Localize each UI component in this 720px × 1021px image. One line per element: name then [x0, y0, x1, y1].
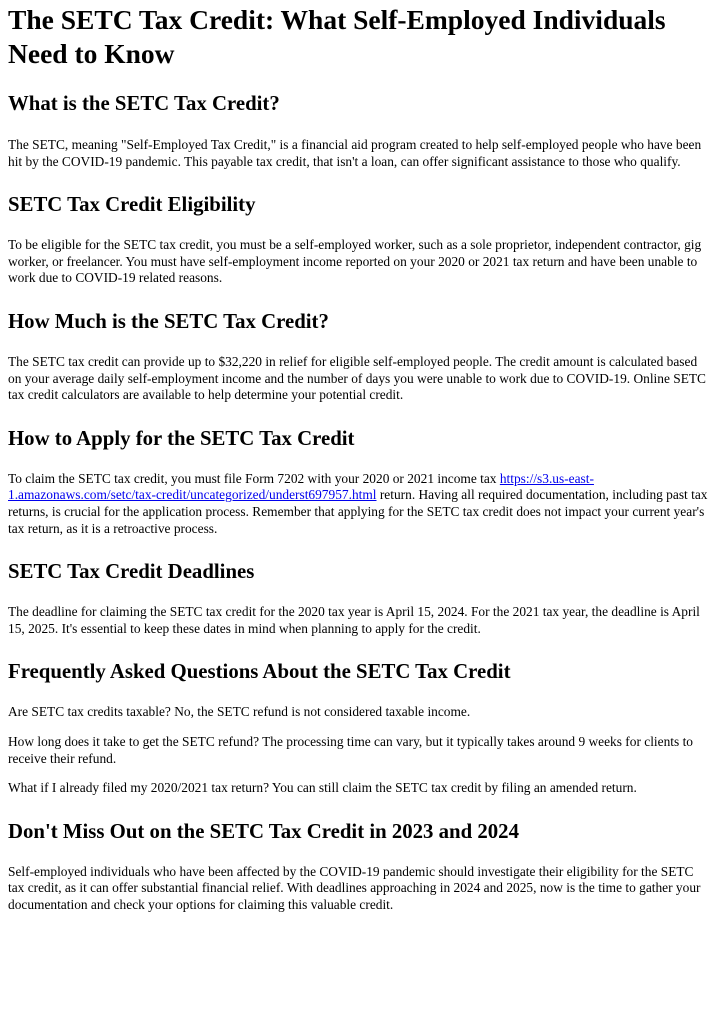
apply-text-after-link: return. Having all required documentation, including past tax returns, is crucial for the application process. Remember that applying for the SETC tax credit does not impact your current year's tax return, as it is a retroactive process. [8, 487, 708, 536]
section-heading-how-much: How Much is the SETC Tax Credit? [8, 309, 329, 333]
section-heading-what-is: What is the SETC Tax Credit? [8, 92, 280, 115]
section-heading-deadlines: SETC Tax Credit Deadlines [8, 560, 255, 584]
section-paragraph-how-much: The SETC tax credit can provide up to $32,220 in relief for eligible self-employed people. The credit amount is calculated based on your average daily self-employment income and the number of days you were unable to work due to COVID-19. Online SETC tax credit calculators are available to help determine your potential credit. [8, 353, 706, 403]
faq-item: What if I already filed my 2020/2021 tax return? You can still claim the SETC tax credit by filing an amended return. [8, 780, 637, 796]
page-title: The SETC Tax Credit: What Self-Employed Individuals Need to Know [8, 4, 666, 69]
section-paragraph-dont-miss: Self-employed individuals who have been affected by the COVID-19 pandemic should investigate their eligibility for the SETC tax credit, as it can offer substantial financial relief. With deadlines approaching in 2024 and 2025, now is the time to gather your documentation and check your options for claiming this valuable credit. [8, 863, 701, 912]
faq-item: Are SETC tax credits taxable? No, the SETC refund is not considered taxable income. [8, 704, 471, 720]
section-paragraph-deadlines: The deadline for claiming the SETC tax credit for the 2020 tax year is April 15, 2024. For the 2021 tax year, the deadline is April 15, 2025. It's essential to keep these dates in mind when planning to apply for the credit. [8, 604, 700, 636]
section-paragraph-what-is: The SETC, meaning "Self-Employed Tax Credit," is a financial aid program created to help self-employed people who have been hit by the COVID-19 pandemic. This payable tax credit, that isn't a loan, can offer significant assistance to those who qualify. [8, 137, 702, 169]
section-heading-how-to-apply: How to Apply for the SETC Tax Credit [8, 426, 355, 450]
faq-item: How long does it take to get the SETC refund? The processing time can vary, but it typically takes around 9 weeks for clients to receive their refund. [8, 733, 693, 766]
section-heading-dont-miss: Don't Miss Out on the SETC Tax Credit in 2023 and 2024 [8, 819, 519, 843]
article [0, 3, 720, 913]
tax-credit-link[interactable]: https://s3.us-east-1.amazonaws.com/setc/tax-credit/uncategorized/underst697957.html [8, 470, 594, 503]
section-paragraph-eligibility: To be eligible for the SETC tax credit, you must be a self-employed worker, such as a sole proprietor, independent contractor, gig worker, or freelancer. You must have self-employment income reported on your 2020 or 2021 tax return and have been unable to work due to COVID-19 related reasons. [8, 237, 702, 286]
apply-text-before-link: To claim the SETC tax credit, you must file Form 7202 with your 2020 or 2021 income tax [8, 470, 500, 486]
section-heading-eligibility: SETC Tax Credit Eligibility [8, 193, 256, 217]
section-paragraph-how-to-apply [8, 471, 712, 537]
section-heading-faq: Frequently Asked Questions About the SETC Tax Credit [8, 660, 511, 684]
